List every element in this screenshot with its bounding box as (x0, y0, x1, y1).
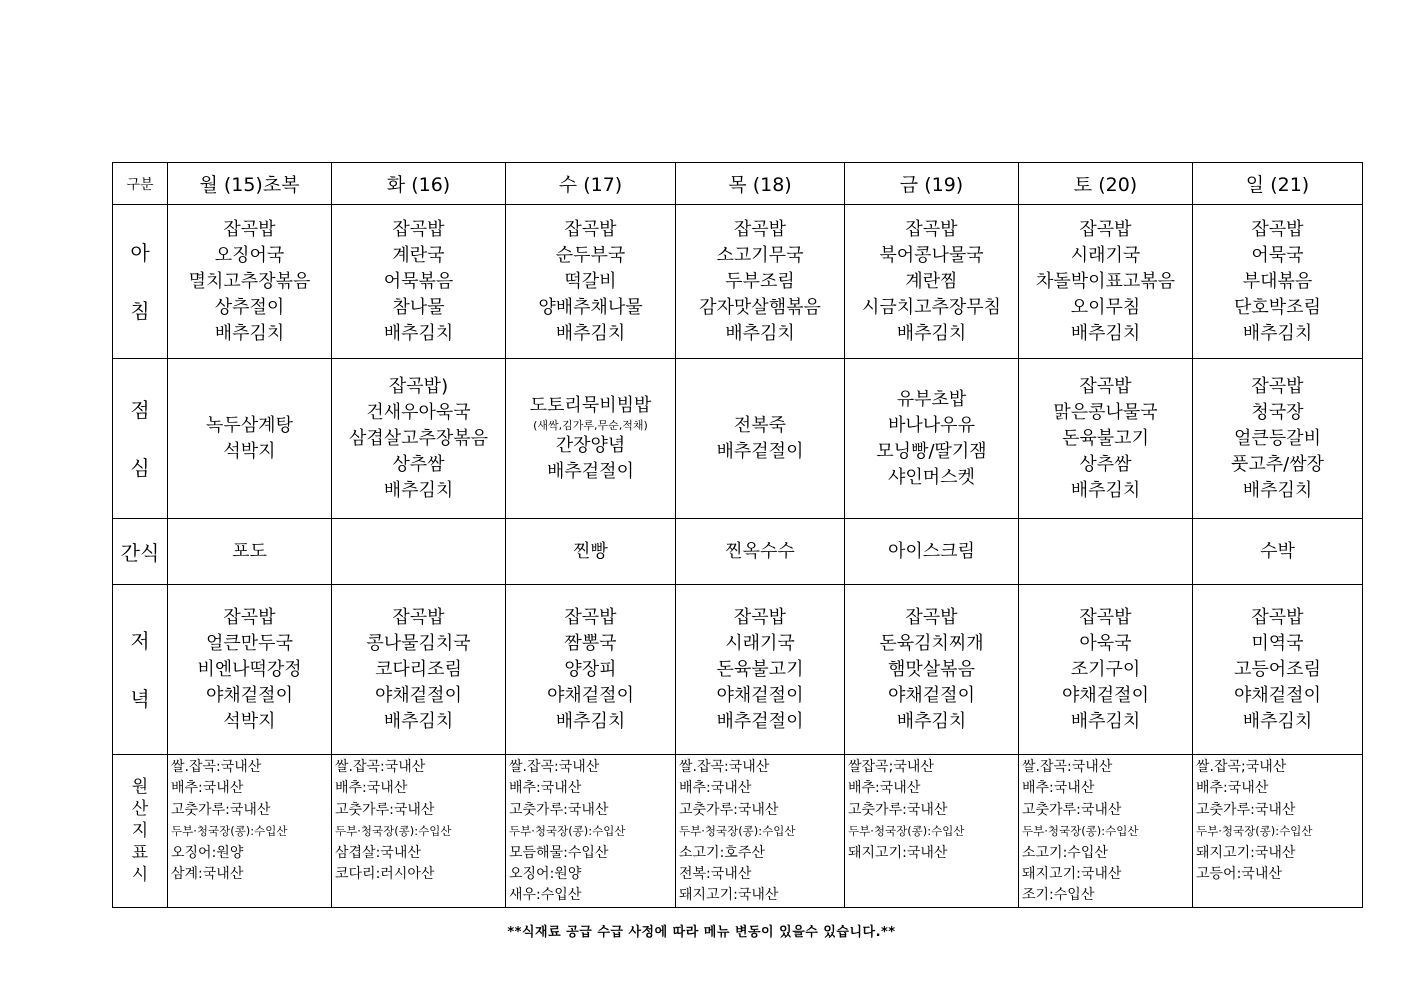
origin-item: 배추:국내산 (848, 780, 921, 797)
menu-item: 잡곡밥 (392, 606, 445, 628)
origin-item: 배추:국내산 (1022, 780, 1095, 797)
menu-item: 잡곡밥 (905, 606, 958, 628)
menu-item: 돈육불고기 (716, 658, 804, 680)
menu-item: 시래기국 (1070, 244, 1141, 266)
menu-item: 잡곡밥) (388, 375, 449, 397)
menu-item: 샤인머스켓 (888, 466, 975, 488)
menu-item: 짬뽕국 (564, 632, 617, 654)
breakfast-cell (1019, 205, 1193, 359)
menu-item: 잡곡밥 (392, 218, 445, 240)
menu-item: 오이무침 (1070, 296, 1141, 318)
snack-item: 아이스크림 (888, 540, 975, 562)
snack-cell (332, 519, 506, 585)
origin-item: 고등어:국내산 (1196, 866, 1282, 883)
menu-item: 잡곡밥 (1079, 375, 1132, 397)
snack-row (113, 519, 1363, 585)
header-corner: 구분 (113, 163, 168, 205)
origin-item: 모듬해물:수입산 (509, 844, 609, 861)
origin-item: 두부·청국장(콩):수입산 (848, 824, 965, 839)
snack-cell (676, 519, 845, 585)
menu-item: 감자맛살햄볶음 (699, 296, 821, 318)
header-day: 일 (21) (1193, 163, 1363, 205)
weekly-menu-table (112, 162, 1363, 908)
header-day: 목 (18) (676, 163, 845, 205)
menu-item: 잡곡밥 (1251, 375, 1304, 397)
menu-item: 배추김치 (896, 322, 967, 344)
menu-item: 콩나물김치국 (366, 632, 471, 654)
snack-item: 찐빵 (573, 540, 608, 562)
menu-item: 녹두삼계탕 (206, 414, 293, 436)
menu-item: 배추김치 (1070, 710, 1141, 732)
menu-item: 잡곡밥 (1251, 218, 1304, 240)
menu-item: 배추김치 (725, 322, 795, 344)
menu-item: 배추김치 (1242, 710, 1313, 732)
snack-cell (1193, 519, 1363, 585)
menu-item: (새싹,김가루,무순,적채) (533, 418, 648, 432)
origin-item: 고춧가루:국내산 (171, 801, 271, 818)
menu-item: 코다리조림 (375, 658, 462, 680)
origin-item: 두부·청국장(콩):수입산 (1022, 824, 1139, 839)
origin-label (113, 755, 168, 908)
origin-item: 두부·청국장(콩):수입산 (679, 824, 796, 839)
menu-item: 야채겉절이 (206, 684, 293, 706)
origin-item: 고춧가루:국내산 (335, 801, 435, 818)
menu-change-notice: **식재료 공급 수급 사정에 따라 메뉴 변동이 있을수 있습니다.** (507, 925, 896, 940)
origin-item: 전복:국내산 (679, 866, 752, 883)
menu-item: 양장피 (564, 658, 617, 680)
header-day: 금 (19) (845, 163, 1019, 205)
menu-item: 야채겉절이 (1062, 684, 1149, 706)
menu-item: 미역국 (1251, 632, 1304, 654)
menu-item: 상추쌈 (392, 453, 445, 475)
origin-item: 쌀.잡곡:국내산 (335, 759, 426, 775)
menu-item: 야채겉절이 (547, 684, 634, 706)
origin-item: 쌀.잡곡:국내산 (509, 759, 600, 775)
menu-item: 야채겉절이 (375, 684, 462, 706)
origin-item: 배추:국내산 (679, 780, 752, 797)
lunch-cell (1019, 359, 1193, 519)
lunch-cell (332, 359, 506, 519)
origin-item: 배추:국내산 (1196, 780, 1269, 797)
lunch-cell (1193, 359, 1363, 519)
lunch-label (113, 359, 168, 519)
meal-label-char: 점 (130, 397, 150, 422)
menu-item: 단호박조림 (1234, 296, 1321, 318)
origin-item: 고춧가루:국내산 (848, 801, 948, 818)
menu-item: 시래기국 (725, 632, 795, 654)
menu-item: 얼큰등갈비 (1234, 427, 1321, 449)
menu-item: 아욱국 (1079, 632, 1132, 654)
origin-label-char: 산 (131, 798, 149, 819)
menu-item: 배추김치 (383, 710, 454, 732)
breakfast-row (113, 205, 1363, 359)
menu-item: 잡곡밥 (223, 218, 276, 240)
menu-item: 야채겉절이 (716, 684, 804, 706)
breakfast-cell (1193, 205, 1363, 359)
menu-item: 간장양념 (555, 434, 626, 456)
origin-item: 두부·청국장(콩):수입산 (335, 824, 452, 839)
snack-cell (845, 519, 1019, 585)
snack-label: 간식 (113, 519, 168, 585)
menu-item: 두부조림 (725, 270, 795, 292)
snack-item: 포도 (232, 540, 267, 562)
menu-item: 북어콩나물국 (879, 244, 984, 266)
origin-label-char: 원 (131, 776, 149, 797)
breakfast-cell (676, 205, 845, 359)
meal-label-char: 저 (130, 628, 150, 653)
origin-item: 두부·청국장(콩):수입산 (1196, 824, 1313, 839)
origin-row (113, 755, 1363, 908)
menu-item: 상추쌈 (1079, 453, 1132, 475)
menu-item: 배추김치 (214, 322, 285, 344)
origin-item: 두부·청국장(콩):수입산 (509, 824, 626, 839)
meal-label-char: 심 (130, 455, 150, 480)
origin-item: 쌀.잡곡:국내산 (679, 759, 770, 775)
origin-cell (1193, 755, 1363, 908)
menu-item: 잡곡밥 (564, 606, 617, 628)
menu-item: 잡곡밥 (1079, 606, 1132, 628)
dinner-cell (676, 585, 845, 755)
menu-item: 바나나우유 (888, 414, 975, 436)
origin-item: 두부·청국장(콩):수입산 (171, 824, 288, 839)
origin-item: 삼겹살:국내산 (335, 844, 421, 861)
menu-item: 배추김치 (383, 322, 454, 344)
menu-item: 돈육김치찌개 (879, 632, 984, 654)
snack-item: 수박 (1260, 540, 1295, 562)
dinner-cell (506, 585, 676, 755)
menu-item: 석박지 (223, 440, 276, 462)
breakfast-cell (168, 205, 332, 359)
origin-item: 고춧가루:국내산 (1196, 801, 1296, 818)
menu-item: 얼큰만두국 (206, 632, 293, 654)
origin-item: 오징어:원양 (509, 866, 582, 883)
origin-item: 소고기:호주산 (679, 844, 765, 861)
menu-item: 건새우아욱국 (366, 401, 471, 423)
origin-item: 소고기:수입산 (1022, 844, 1108, 861)
menu-item: 잡곡밥 (564, 218, 617, 240)
meal-label-char: 아 (130, 240, 150, 265)
menu-item: 햄맛살볶음 (888, 658, 975, 680)
menu-item: 배추김치 (1242, 322, 1313, 344)
dinner-cell (845, 585, 1019, 755)
origin-item: 돼지고기:국내산 (848, 844, 948, 861)
menu-item: 석박지 (223, 710, 276, 732)
menu-item: 잡곡밥 (1251, 606, 1304, 628)
menu-item: 배추겉절이 (716, 440, 804, 462)
origin-label-char: 지 (131, 820, 149, 841)
header-day: 수 (17) (506, 163, 676, 205)
menu-item: 잡곡밥 (733, 606, 787, 628)
menu-item: 잡곡밥 (1079, 218, 1132, 240)
origin-item: 고춧가루:국내산 (509, 801, 609, 818)
origin-item: 돼지고기:국내산 (1196, 844, 1296, 861)
breakfast-label (113, 205, 168, 359)
origin-item: 코다리:러시아산 (335, 866, 435, 883)
menu-item: 고등어조림 (1234, 658, 1321, 680)
dinner-row (113, 585, 1363, 755)
menu-item: 조기구이 (1070, 658, 1141, 680)
origin-item: 배추:국내산 (335, 780, 408, 797)
origin-item: 고춧가루:국내산 (679, 801, 779, 818)
breakfast-cell (332, 205, 506, 359)
breakfast-cell (845, 205, 1019, 359)
origin-item: 돼지고기:국내산 (1022, 866, 1122, 883)
menu-item: 야채겉절이 (888, 684, 975, 706)
menu-item: 배추김치 (555, 322, 626, 344)
origin-item: 쌀.잡곡;국내산 (1196, 759, 1287, 775)
menu-item: 배추김치 (896, 710, 967, 732)
origin-item: 배추:국내산 (509, 780, 582, 797)
menu-item: 배추김치 (1070, 322, 1141, 344)
menu-item: 배추겉절이 (547, 460, 634, 482)
menu-item: 모닝빵/딸기잼 (876, 440, 987, 462)
menu-item: 어묵국 (1251, 244, 1304, 266)
menu-item: 잡곡밥 (733, 218, 787, 240)
dinner-cell (168, 585, 332, 755)
origin-item: 조기:수입산 (1022, 887, 1095, 904)
origin-item: 고춧가루:국내산 (1022, 801, 1122, 818)
meal-label-char: 침 (130, 298, 150, 323)
menu-item: 멸치고추장볶음 (188, 270, 311, 292)
dinner-label (113, 585, 168, 755)
origin-item: 쌀잡곡;국내산 (848, 759, 934, 775)
dinner-cell (1019, 585, 1193, 755)
menu-item: 양배추채나물 (538, 296, 643, 318)
lunch-cell (845, 359, 1019, 519)
menu-item: 부대볶음 (1242, 270, 1313, 292)
header-day: 화 (16) (332, 163, 506, 205)
origin-item: 오징어:원양 (171, 844, 244, 861)
menu-item: 계란찜 (905, 270, 958, 292)
menu-item: 돈육불고기 (1062, 427, 1149, 449)
snack-cell (1019, 519, 1193, 585)
menu-item: 유부초밥 (896, 388, 967, 410)
menu-item: 비엔나떡강정 (197, 658, 302, 680)
menu-item: 도토리묵비빔밥 (529, 394, 652, 416)
origin-item: 쌀.잡곡:국내산 (171, 759, 262, 775)
menu-item: 차돌박이표고볶음 (1035, 270, 1176, 292)
origin-cell (1019, 755, 1193, 908)
meal-label-char: 녁 (130, 686, 150, 711)
menu-item: 계란국 (392, 244, 445, 266)
lunch-row (113, 359, 1363, 519)
origin-item: 쌀.잡곡:국내산 (1022, 759, 1113, 775)
menu-item: 배추김치 (555, 710, 626, 732)
menu-item: 배추김치 (1242, 479, 1313, 501)
origin-label-char: 표 (131, 842, 149, 863)
menu-item: 배추김치 (1070, 479, 1141, 501)
menu-item: 풋고추/쌈장 (1230, 453, 1324, 475)
lunch-cell (168, 359, 332, 519)
snack-cell (168, 519, 332, 585)
header-day: 토 (20) (1019, 163, 1193, 205)
origin-cell (168, 755, 332, 908)
origin-item: 배추:국내산 (171, 780, 244, 797)
menu-item: 청국장 (1251, 401, 1304, 423)
menu-item: 전복죽 (733, 414, 787, 436)
header-row (113, 163, 1363, 205)
snack-cell (506, 519, 676, 585)
menu-item: 참나물 (392, 296, 445, 318)
lunch-cell (676, 359, 845, 519)
lunch-cell (506, 359, 676, 519)
origin-item: 돼지고기:국내산 (679, 887, 779, 904)
origin-cell (676, 755, 845, 908)
header-day: 월 (15)초복 (168, 163, 332, 205)
menu-item: 시금치고추장무침 (861, 296, 1002, 318)
dinner-cell (332, 585, 506, 755)
menu-item: 잡곡밥 (905, 218, 958, 240)
menu-item: 맑은콩나물국 (1053, 401, 1158, 423)
menu-item: 어묵볶음 (383, 270, 454, 292)
menu-item: 배추겉절이 (716, 710, 804, 732)
breakfast-cell (506, 205, 676, 359)
menu-item: 상추절이 (214, 296, 285, 318)
snack-item: 찐옥수수 (725, 540, 795, 562)
origin-item: 삼계:국내산 (171, 866, 244, 883)
menu-item: 순두부국 (555, 244, 626, 266)
origin-item: 새우:수입산 (509, 887, 582, 904)
menu-item: 떡갈비 (564, 270, 617, 292)
menu-item: 삼겹살고추장볶음 (348, 427, 489, 449)
origin-label-char: 시 (131, 864, 149, 885)
dinner-cell (1193, 585, 1363, 755)
menu-item: 소고기무국 (716, 244, 804, 266)
origin-cell (845, 755, 1019, 908)
origin-cell (332, 755, 506, 908)
menu-item: 야채겉절이 (1234, 684, 1321, 706)
menu-item: 오징어국 (214, 244, 285, 266)
origin-cell (506, 755, 676, 908)
menu-item: 잡곡밥 (223, 606, 276, 628)
menu-item: 배추김치 (383, 479, 454, 501)
